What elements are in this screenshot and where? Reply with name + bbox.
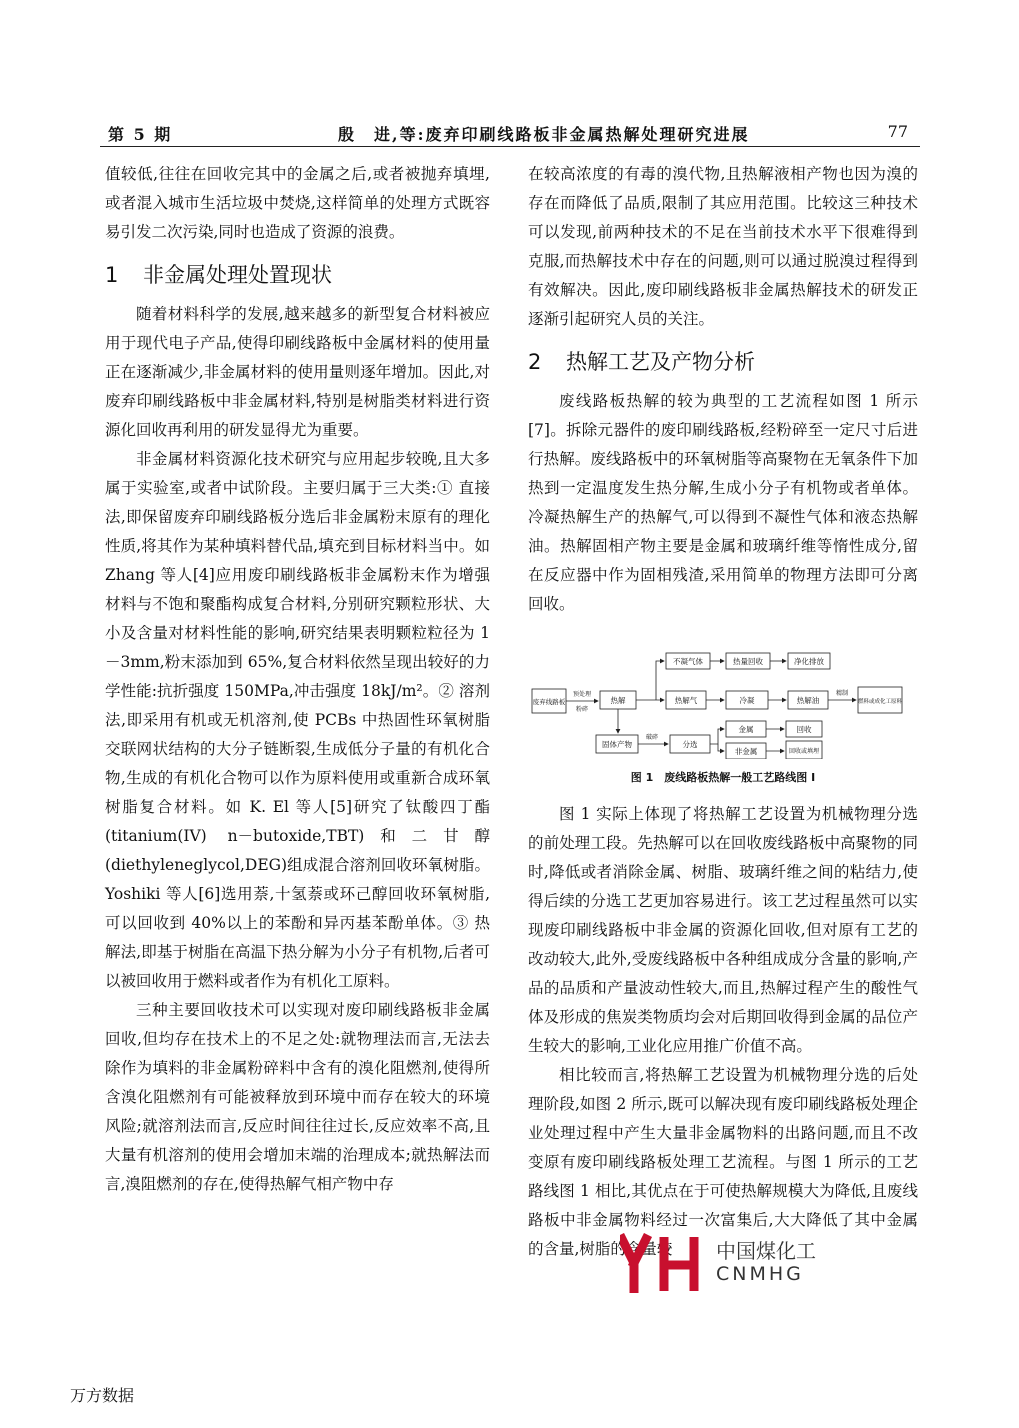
header-rule xyxy=(100,146,920,147)
label-pyro-oil: 热解油 xyxy=(796,696,820,705)
right-paragraph-2: 废线路板热解的较为典型的工艺流程如图 1 所示[7]。拆除元器件的废印刷线路板,经粉碎至一定尺寸后进行热解。废线路板中的环氧树脂等高聚物在无氧条件下加热到一定温度发生热分解,生成小分子有机物或者单体。冷凝热解生产的热解气,可以得到不凝性气体和液态热解油。热解固相产物主要是金属和玻璃纤维等惰性成分,留在反应器中作为固相残渣,采用简单的物理方法即可分离回收。 xyxy=(528,392,918,613)
section-1-title: 非金属处理处置现状 xyxy=(143,263,332,287)
edge-label-pretreat: 预处理 xyxy=(572,691,592,698)
left-paragraph-1: 值较低,往往在回收完其中的金属之后,或者被抛弃填埋,或者混入城市生活垃圾中焚烧,这样简单的处理方式既容易引发二次污染,同时也造成了资源的浪费。 xyxy=(105,165,490,241)
label-purify: 净化排放 xyxy=(794,657,824,666)
section-1-number: 1 xyxy=(105,263,119,287)
page-number: 77 xyxy=(887,122,908,141)
footer-source: 万方数据 xyxy=(70,1386,135,1405)
label-metal: 金属 xyxy=(738,725,754,734)
right-column xyxy=(528,160,918,1264)
label-waste-pcb: 废弃线路板 xyxy=(532,698,566,706)
watermark-cn-text: 中国煤化工 xyxy=(716,1235,816,1264)
edge-label-crush2: 破碎 xyxy=(645,734,659,741)
watermark-en-text: CNMHG xyxy=(716,1263,804,1285)
right-paragraph-1: 在较高浓度的有毒的溴代物,且热解液相产物也因为溴的存在而降低了品质,限制了其应用范围。比较这三种技术可以发现,前两种技术的不足在当前技术水平下很难得到克服,而热解技术中存在的问题,则可以通过脱溴过程得到有效解决。因此,废印刷线路板非金属热解技术的研发正逐渐引起研究人员的关注。 xyxy=(528,165,918,328)
label-nonmetal: 非金属 xyxy=(734,747,758,756)
watermark-logo-icon xyxy=(620,1233,702,1293)
edge-label-refine: 精制 xyxy=(835,690,849,697)
left-column xyxy=(105,160,490,1199)
label-separation: 分选 xyxy=(682,740,698,749)
figure-1-flowchart xyxy=(528,629,918,759)
left-paragraph-3: 非金属材料资源化技术研究与应用起步较晚,且大多属于实验室,或者中试阶段。主要归属于三大类:① 直接法,即保留废弃印刷线路板分选后非金属粉末原有的理化性质,将其作为某种填料替代品,填充到目标材料当中。如 Zhang 等人[4]应用废印刷线路板非金属粉末作为增强材料与不饱和聚酯构成复合材料,分别研究颗粒形状、大小及含量对材料性能的影响,研究结果表明颗粒粒径为 1－3mm,粉末添加到 65%,复合材料依然呈现出较好的力学性能:抗折强度 150MPa,冲击强度 18kJ/m²。② 溶剂法,即采用有机或无机溶剂,使 PCBs 中热固性环氧树脂交联网状结构的大分子链断裂,生成低分子量的有机化合物,生成的有机化合物可以作为原料使用或重新合成环氧树脂复合材料。如 K. El 等人[5]研究了钛酸四丁酯(titanium(IV) n－butoxide,TBT)和二甘醇(diethyleneglycol,DEG)组成混合溶剂回收环氧树脂。Yoshiki 等人[6]选用萘,十氢萘或环己醇回收环氧树脂,可以回收到 40%以上的苯酚和异丙基苯酚单体。③ 热解法,即基于树脂在高温下热分解为小分子有机物,后者可以被回收用于燃料或者作为有机化工原料。 xyxy=(105,450,490,990)
left-paragraph-2: 随着材料科学的发展,越来越多的新型复合材料被应用于现代电子产品,使得印刷线路板中金属材料的使用量正在逐渐减少,非金属材料的使用量则逐年增加。因此,对废弃印刷线路板中非金属材料,特别是树脂类材料进行资源化回收再利用的研发显得尤为重要。 xyxy=(105,305,490,439)
label-heat-recovery: 热量回收 xyxy=(733,657,763,666)
running-title: 殷 进,等:废弃印刷线路板非金属热解处理研究进展 xyxy=(338,125,750,144)
right-paragraph-3: 图 1 实际上体现了将热解工艺设置为机械物理分选的前处理工段。先热解可以在回收废线路板中高聚物的同时,降低或者消除金属、树脂、玻璃纤维之间的粘结力,使得后续的分选工艺更加容易进行。该工艺过程虽然可以实现废印刷线路板中非金属的资源化回收,但对原有工艺的改动较大,此外,受废线路板中各种组成成分含量的影响,产品的品质和产量波动性较大,而且,热解过程产生的酸性气体及形成的焦炭类物质均会对后期回收得到金属的品位产生较大的影响,工业化应用推广价值不高。 xyxy=(528,805,918,1055)
section-2-number: 2 xyxy=(528,350,542,374)
label-condense: 冷凝 xyxy=(739,696,755,705)
watermark xyxy=(620,1233,830,1295)
edge-label-crush: 粉碎 xyxy=(575,706,589,713)
section-2-title: 热解工艺及产物分析 xyxy=(566,350,755,374)
left-paragraph-4: 三种主要回收技术可以实现对废印刷线路板非金属回收,但均存在技术上的不足之处:就物理法而言,无法去除作为填料的非金属粉碎料中含有的溴化阻燃剂,使得所含溴化阻燃剂有可能被释放到环境中而存在较大的环境风险;就溶剂法而言,反应时间往往过长,反应效率不高,且大量有机溶剂的使用会增加末端的治理成本;就热解法而言,溴阻燃剂的存在,使得热解气相产物中存 xyxy=(105,1001,490,1193)
page-header xyxy=(108,118,908,148)
label-pyro-gas: 热解气 xyxy=(674,696,698,705)
right-paragraph-4: 相比较而言,将热解工艺设置为机械物理分选的后处理阶段,如图 2 所示,既可以解决现有废印刷线路板处理企业处理过程中产生大量非金属物料的出路问题,而且不改变原有废印刷线路板处理工艺流程。与图 1 所示的工艺路线图 1 相比,其优点在于可使热解规模大为降低,且废线路板中非金属物料经过一次富集后,大大降低了其中金属的含量,树脂的含量较 xyxy=(528,1066,918,1258)
label-solid-product: 固体产物 xyxy=(602,740,632,749)
issue-number: 第 5 期 xyxy=(108,125,173,144)
section-2-heading xyxy=(528,348,918,377)
label-noncond-gas: 不凝气体 xyxy=(673,657,703,666)
label-chem-material: 燃料或成化工原料 xyxy=(857,699,903,705)
figure-1-caption: 图 1 废线路板热解一般工艺路线图 I xyxy=(630,771,816,784)
label-landfill: 回收或填埋 xyxy=(788,748,820,755)
label-recycle: 回收 xyxy=(796,725,812,734)
section-1-heading xyxy=(105,261,490,290)
label-pyrolysis: 热解 xyxy=(610,696,626,705)
